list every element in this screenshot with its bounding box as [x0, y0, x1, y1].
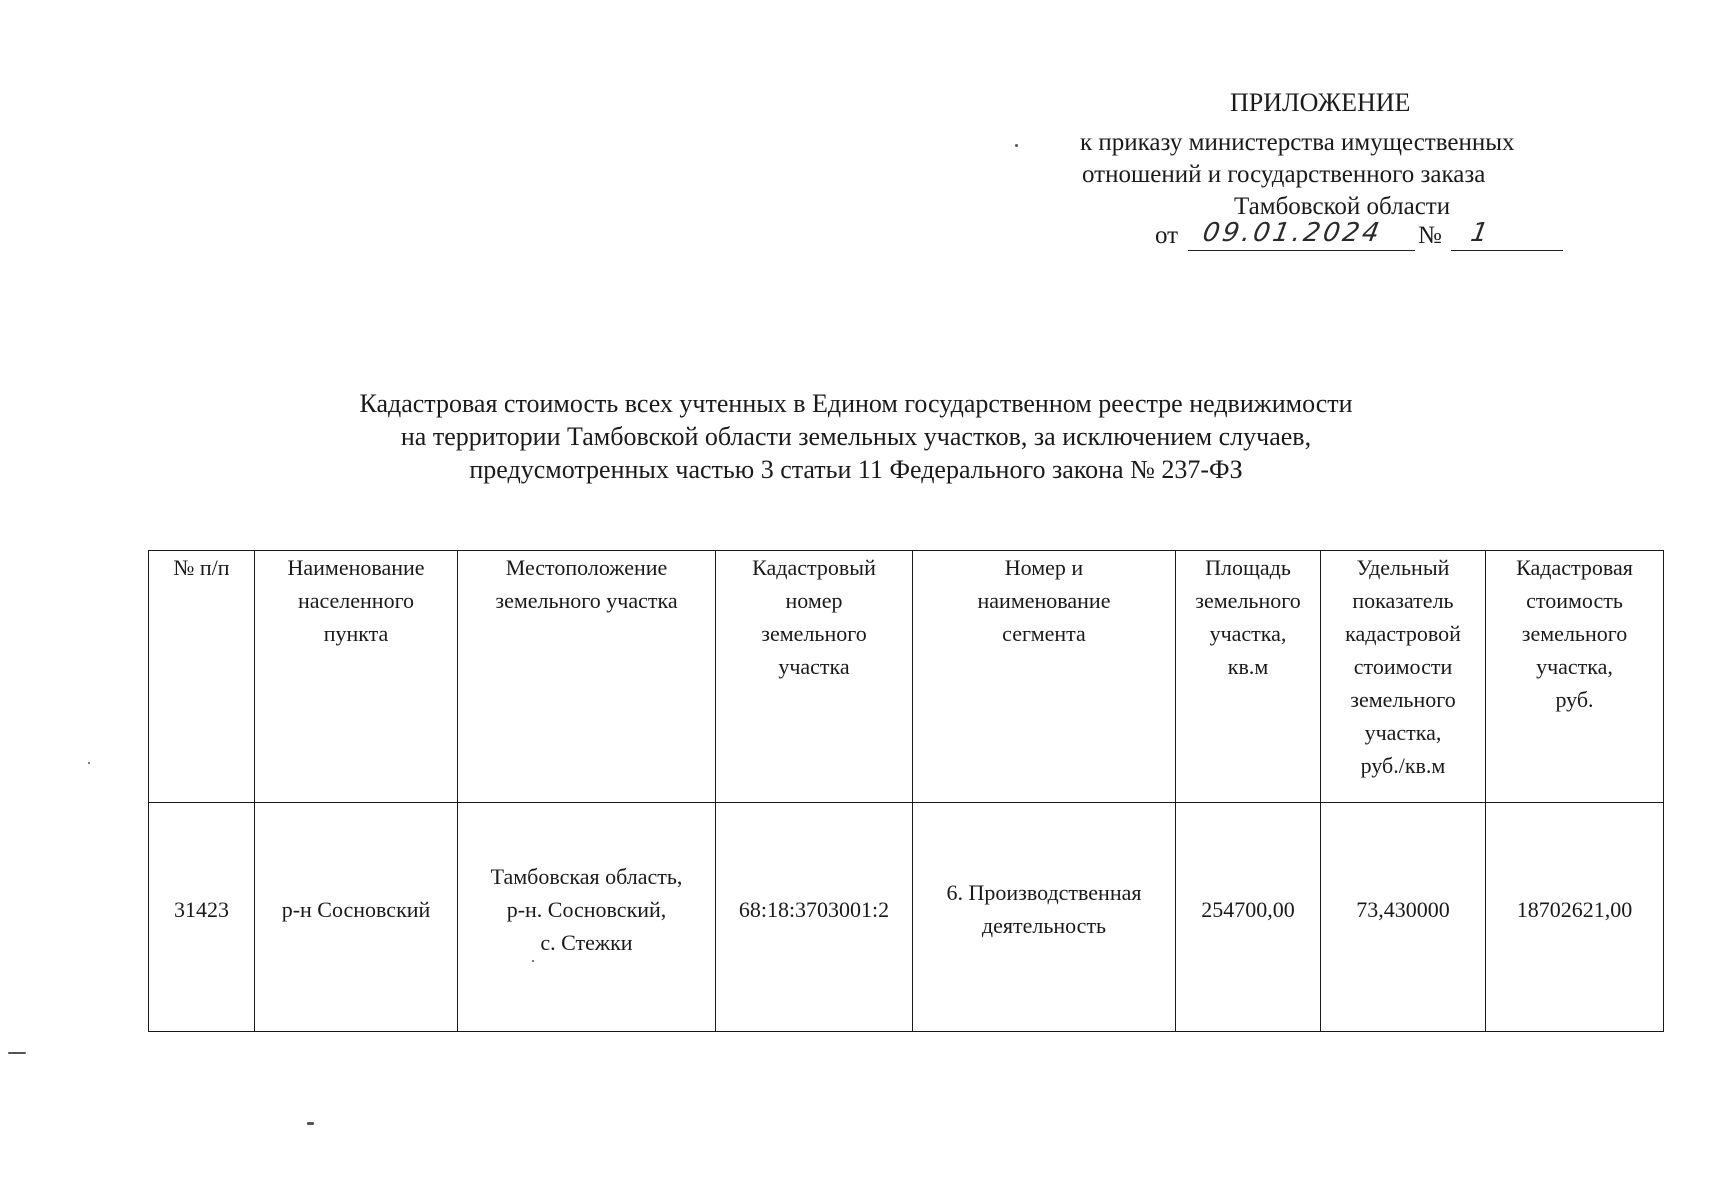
- header-unit-value: Удельный показатель кадастровой стоимости земельного участка, руб./кв.м: [1321, 551, 1486, 803]
- header-cadastral-value: Кадастровая стоимость земельного участка, руб.: [1486, 551, 1664, 803]
- appendix-heading: ПРИЛОЖЕНИЕ: [1230, 88, 1411, 117]
- scan-speck: [532, 960, 534, 962]
- number-underline: [1451, 250, 1563, 251]
- date-label: от: [1155, 222, 1179, 249]
- header-cadastral-number: Кадастровый номер земельного участка: [716, 551, 913, 803]
- header-row-number: № п/п: [149, 551, 255, 803]
- table-row: [149, 803, 1664, 1032]
- cell-segment: 6. Производственная деятельность: [913, 803, 1176, 1032]
- header-settlement-name: Наименование населенного пункта: [255, 551, 458, 803]
- handwritten-number: 1: [1468, 218, 1494, 248]
- scan-speck: [8, 1052, 26, 1054]
- cell-plot-location: Тамбовская область, р-н. Сосновский, с. Стежки: [458, 803, 716, 1032]
- header-plot-area: Площадь земельного участка, кв.м: [1176, 551, 1321, 803]
- appendix-line-3: Тамбовской области: [1234, 193, 1451, 220]
- cell-row-number: 31423: [149, 803, 255, 1032]
- scan-speck: [88, 762, 90, 764]
- scan-speck: [1015, 144, 1018, 147]
- number-label: №: [1418, 222, 1442, 249]
- cell-unit-value: 73,430000: [1321, 803, 1486, 1032]
- handwritten-date: 09.01.2024: [1200, 218, 1385, 248]
- header-segment: Номер и наименование сегмента: [913, 551, 1176, 803]
- cell-settlement-name: р-н Сосновский: [255, 803, 458, 1032]
- appendix-line-1: к приказу министерства имущественных: [1080, 129, 1515, 156]
- cell-plot-area: 254700,00: [1176, 803, 1321, 1032]
- document-title: Кадастровая стоимость всех учтенных в Едином государственном реестре недвижимости на территории Тамбовской области земельных участков, за исключением случаев, предусмотренных частью 3 статьи 11 Федерального закона № 237-ФЗ: [359, 389, 1353, 484]
- cell-cadastral-value: 18702621,00: [1486, 803, 1664, 1032]
- scan-speck: [307, 1122, 314, 1125]
- table-header-row: [149, 551, 1664, 803]
- cell-cadastral-number: 68:18:3703001:2: [716, 803, 913, 1032]
- appendix-line-2: отношений и государственного заказа: [1082, 161, 1486, 188]
- header-plot-location: Местоположение земельного участка: [458, 551, 716, 803]
- date-underline: [1188, 250, 1415, 251]
- cadastral-value-table: [148, 550, 1664, 1032]
